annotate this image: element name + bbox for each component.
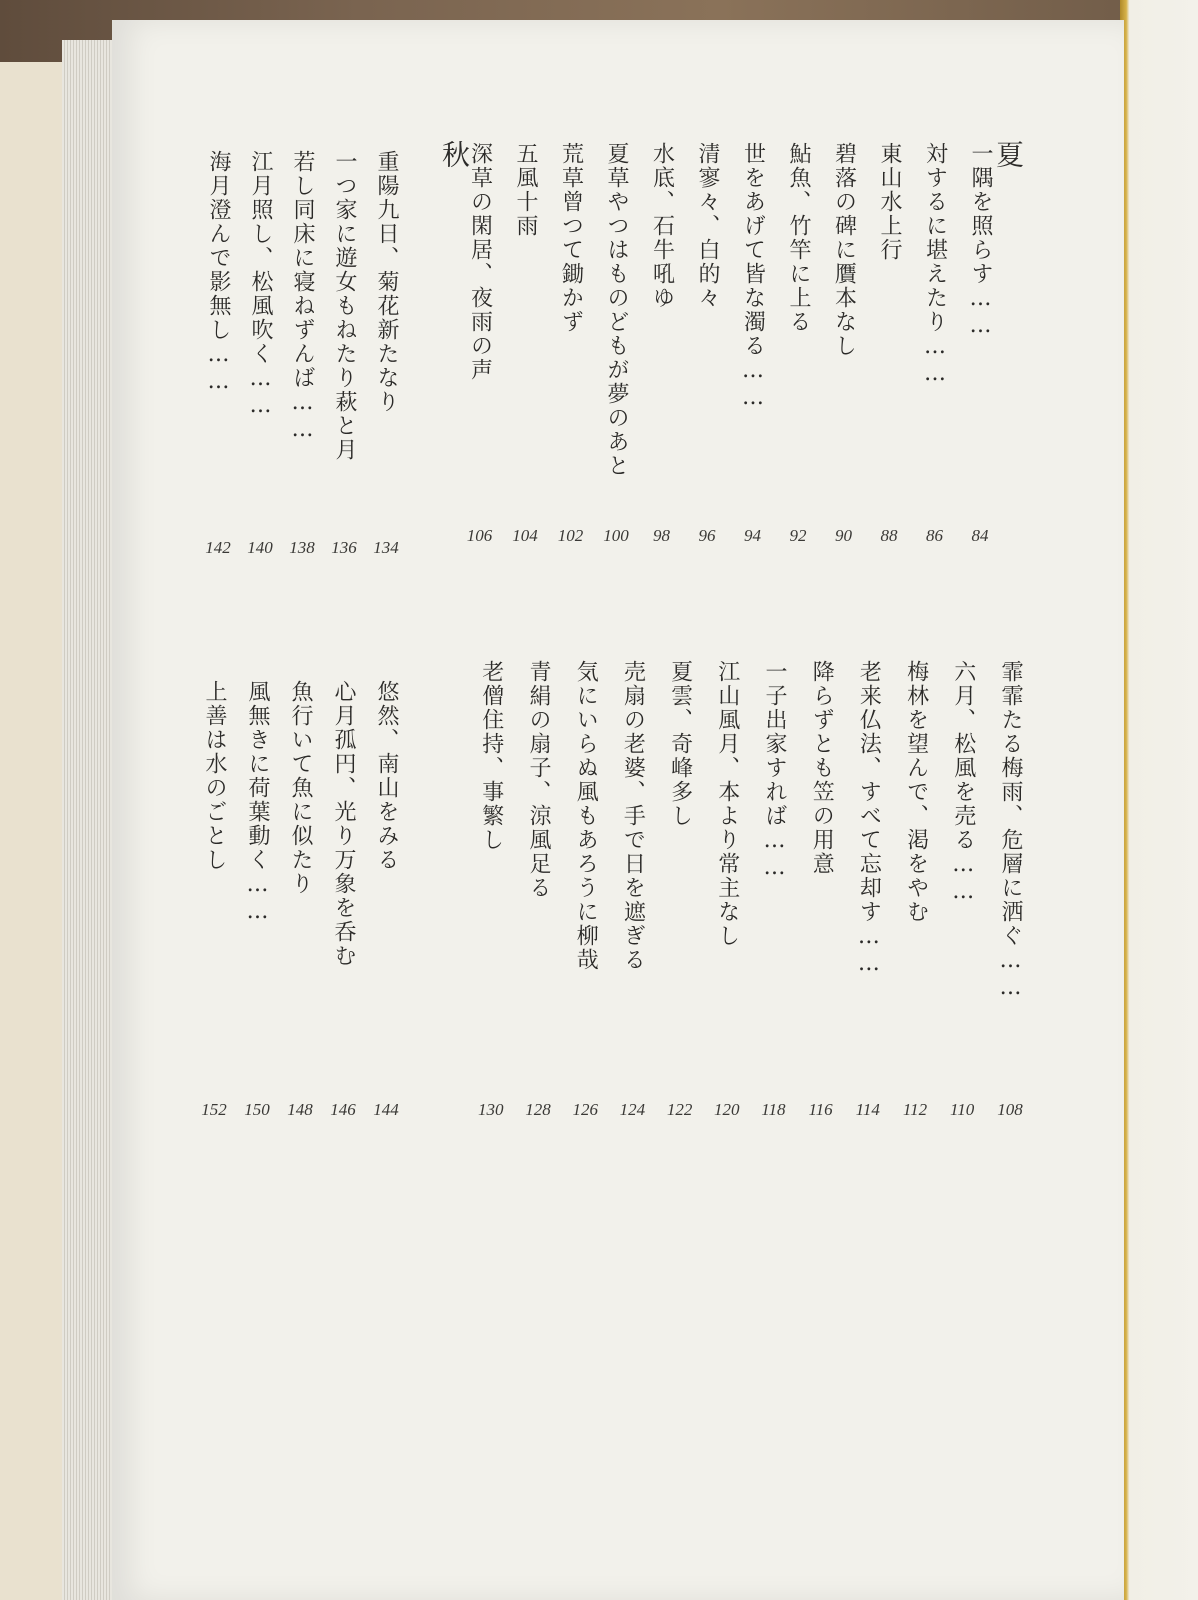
toc-entry-page-number: 140	[247, 538, 273, 557]
toc-entry-title: 上善は水のごとし	[202, 680, 227, 872]
toc-entry-title: 心月孤円、光り万象を呑む	[331, 680, 356, 968]
toc-entry-page-number: 110	[950, 1100, 975, 1119]
toc-entry-page-number: 86	[926, 526, 943, 545]
toc-entry-title: 江山風月、本より常主なし	[714, 660, 740, 948]
toc-entry-title: 五風十雨	[513, 142, 538, 238]
toc-entry-title: 江月照し、松風吹く……	[248, 150, 273, 420]
toc-entry-page-number: 150	[244, 1100, 270, 1119]
toc-entry-title: 一つ家に遊女もねたり萩と月	[332, 150, 357, 462]
toc-entry-page-number: 152	[201, 1100, 227, 1119]
toc-entry-title: 老僧住持、事繁し	[478, 660, 504, 852]
toc-entry-page-number: 148	[287, 1100, 313, 1119]
book-page	[112, 20, 1124, 1600]
toc-entry-title: 気にいらぬ風もあろうに柳哉	[573, 660, 599, 972]
toc-entry-page-number: 128	[525, 1100, 551, 1119]
toc-entry-title: 老来仏法、すべて忘却す……	[856, 660, 882, 978]
toc-entry-page-number: 146	[330, 1100, 356, 1119]
toc-entry-title: 霏霏たる梅雨、危層に洒ぐ……	[998, 660, 1023, 1002]
toc-entry-page-number: 100	[603, 526, 629, 545]
section-heading-autumn: 秋	[438, 140, 471, 168]
toc-entry-title: 深草の閑居、夜雨の声	[467, 142, 493, 382]
toc-entry-page-number: 106	[466, 526, 493, 545]
section-heading-summer: 夏	[992, 140, 1025, 168]
toc-entry-page-number: 144	[373, 1100, 399, 1119]
toc-entry-title: 重陽九日、菊花新たなり	[374, 150, 399, 414]
toc-entry-page-number: 90	[835, 526, 852, 545]
toc-entry-title: 悠然、南山をみる	[374, 680, 399, 872]
toc-entry-page-number: 126	[572, 1100, 598, 1119]
toc-entry-title: 清寥々、白的々	[695, 142, 720, 310]
toc-entry-title: 対するに堪えたり……	[922, 142, 948, 388]
toc-entry-title: 魚行いて魚に似たり	[288, 680, 313, 896]
toc-entry-title: 鮎魚、竹竿に上る	[786, 142, 811, 334]
toc-entry-title: 夏雲、奇峰多し	[667, 660, 693, 828]
toc-entry-page-number: 114	[855, 1100, 880, 1119]
toc-entry-title: 梅林を望んで、渇をやむ	[903, 660, 929, 924]
toc-entry-page-number: 142	[205, 538, 231, 557]
toc-entry-page-number: 122	[666, 1100, 693, 1119]
toc-entry-title: 風無きに荷葉動く……	[245, 680, 270, 926]
toc-entry-title: 青絹の扇子、涼風足る	[526, 660, 551, 900]
toc-entry-title: 一隅を照らす……	[968, 142, 993, 340]
toc-entry-title: 一子出家すれば……	[762, 660, 787, 882]
toc-entry-title: 水底、石牛吼ゆ	[649, 142, 675, 310]
book-right-cover	[1120, 0, 1198, 1600]
toc-entry-page-number: 124	[619, 1100, 646, 1119]
toc-entry-page-number: 136	[331, 538, 357, 557]
toc-entry-page-number: 130	[478, 1100, 504, 1119]
toc-entry-page-number: 112	[902, 1100, 928, 1119]
toc-entry-page-number: 92	[789, 526, 807, 545]
toc-entry-title: 売扇の老婆、手で日を遮ぎる	[620, 660, 646, 972]
toc-entry-page-number: 84	[971, 526, 989, 545]
toc-entry-page-number: 138	[289, 538, 315, 557]
toc-entry-page-number: 108	[997, 1100, 1023, 1119]
toc-entry-page-number: 104	[512, 526, 538, 545]
toc-entry-page-number: 94	[744, 526, 761, 545]
toc-entry-title: 世をあげて皆な濁る……	[740, 142, 766, 412]
toc-entry-page-number: 98	[653, 526, 670, 545]
toc-entry-title: 海月澄んで影無し……	[206, 150, 231, 396]
toc-entry-title: 碧落の碑に贋本なし	[831, 142, 857, 358]
toc-entry-title: 六月、松風を売る……	[950, 660, 976, 906]
toc-entry-page-number: 96	[698, 526, 716, 545]
toc-entry-title: 降らずとも笠の用意	[809, 660, 835, 876]
toc-entry-title: 荒草曾つて鋤かず	[558, 142, 584, 334]
toc-entry-title: 若し同床に寝ねずんば……	[290, 150, 315, 444]
toc-entry-title: 東山水上行	[877, 142, 902, 262]
toc-entry-title: 夏草やつはものどもが夢のあと	[604, 142, 629, 478]
toc-entry-page-number: 120	[714, 1100, 740, 1119]
toc-entry-page-number: 118	[761, 1100, 786, 1119]
toc-entry-page-number: 102	[557, 526, 584, 545]
toc-entry-page-number: 116	[808, 1100, 833, 1119]
toc-entry-page-number: 88	[880, 526, 898, 545]
toc-entry-page-number: 134	[373, 538, 399, 557]
